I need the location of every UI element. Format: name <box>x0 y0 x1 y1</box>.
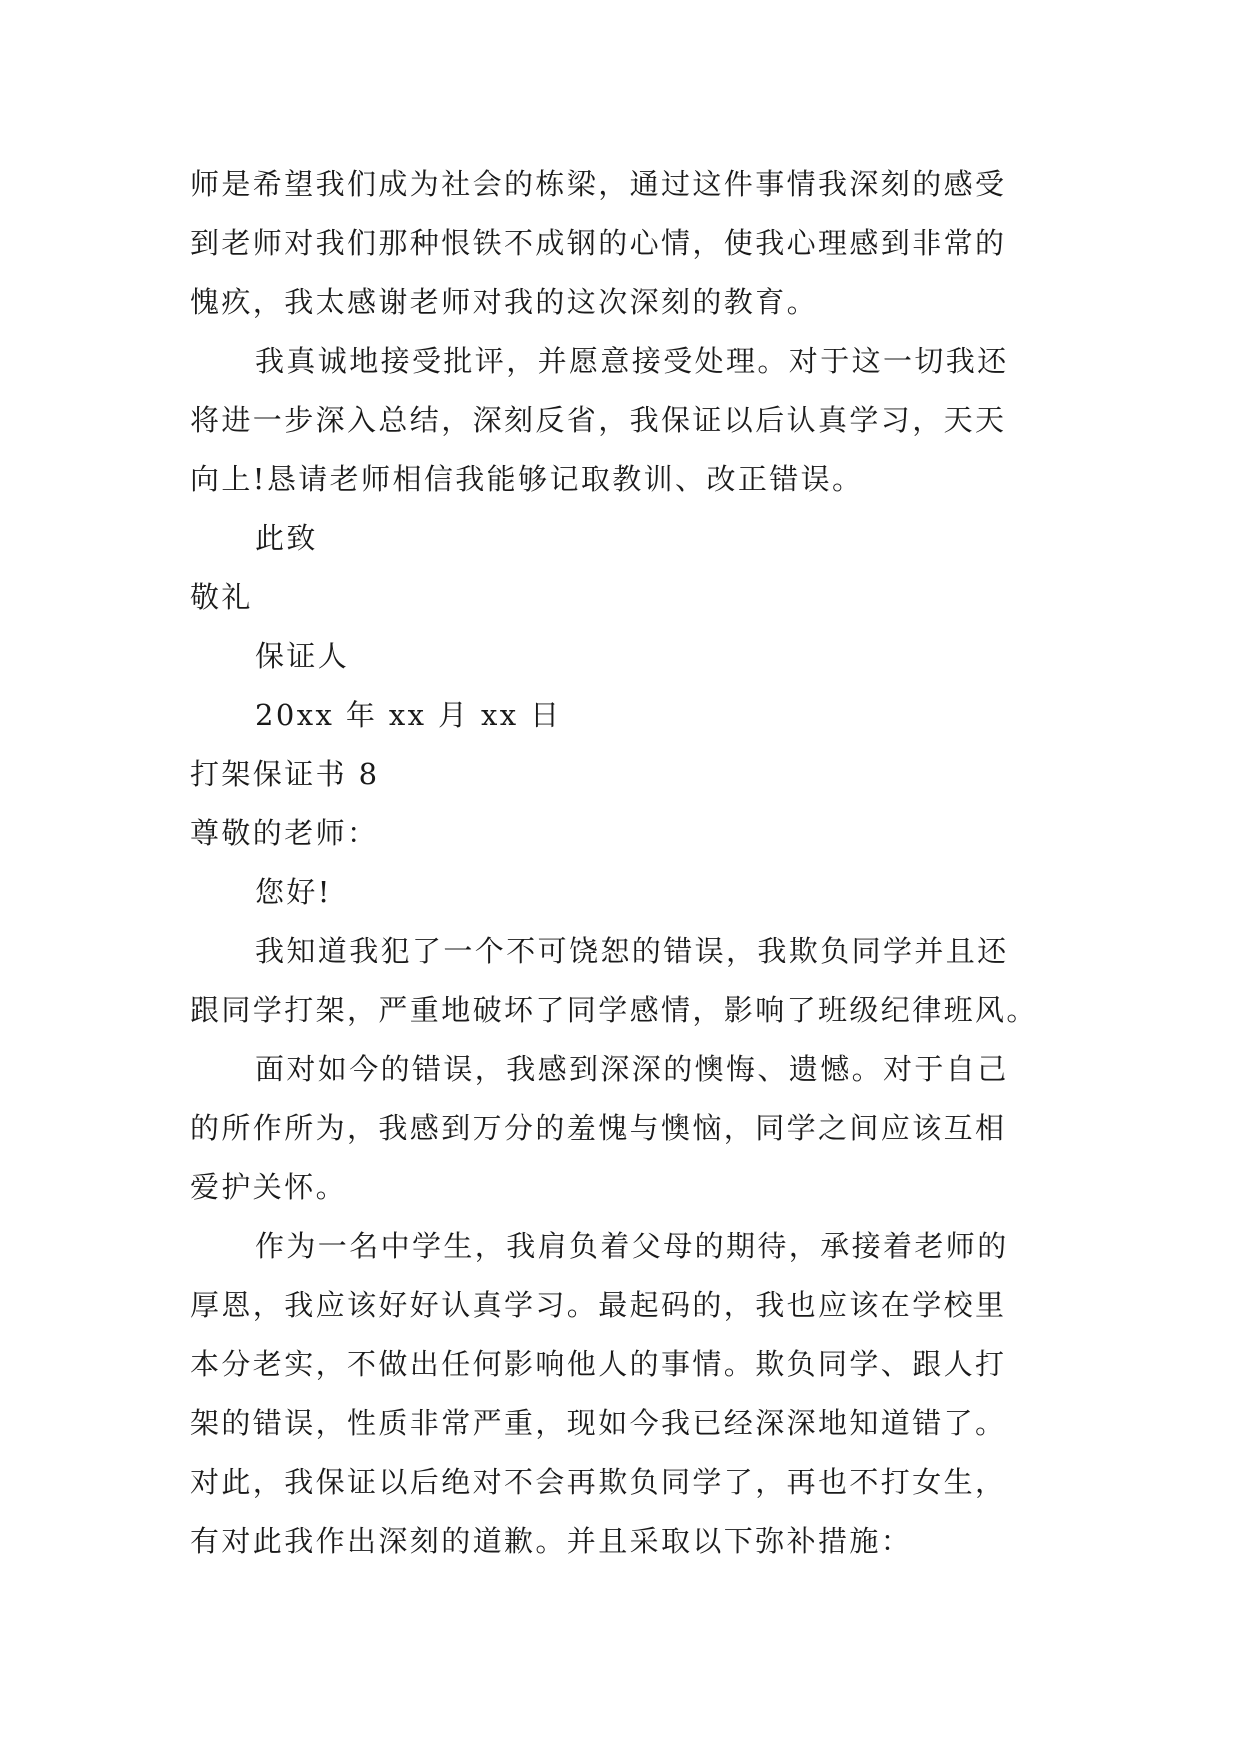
paragraph-line: 师是希望我们成为社会的栋梁，通过这件事情我深刻的感受 <box>190 167 1007 201</box>
paragraph-line: 向上!恳请老师相信我能够记取教训、改正错误。 <box>190 462 864 496</box>
paragraph-line: 爱护关怀。 <box>190 1170 348 1204</box>
paragraph-line: 厚恩，我应该好好认真学习。最起码的，我也应该在学校里 <box>190 1288 1007 1322</box>
paragraph-line: 作为一名中学生，我肩负着父母的期待，承接着老师的 <box>255 1229 1009 1263</box>
paragraph-line: 跟同学打架，严重地破坏了同学感情，影响了班级纪律班风。 <box>190 993 1038 1027</box>
paragraph-line: 愧疚，我太感谢老师对我的这次深刻的教育。 <box>190 285 819 319</box>
paragraph-line: 将进一步深入总结，深刻反省，我保证以后认真学习，天天 <box>190 403 1007 437</box>
paragraph-line: 对此，我保证以后绝对不会再欺负同学了，再也不打女生， <box>190 1465 1007 1499</box>
date-line: 20xx 年 xx 月 xx 日 <box>255 698 562 732</box>
paragraph-line: 面对如今的错误，我感到深深的懊悔、遗憾。对于自己 <box>255 1052 1009 1086</box>
section-title: 打架保证书 8 <box>190 757 380 791</box>
closing-salutation: 此致 <box>255 521 318 555</box>
paragraph-line: 我知道我犯了一个不可饶恕的错误，我欺负同学并且还 <box>255 934 1009 968</box>
signer-label: 保证人 <box>255 639 350 673</box>
greeting-hello: 您好! <box>255 875 332 909</box>
greeting: 尊敬的老师： <box>190 816 379 850</box>
paragraph-line: 我真诚地接受批评，并愿意接受处理。对于这一切我还 <box>255 344 1009 378</box>
paragraph-line: 本分老实，不做出任何影响他人的事情。欺负同学、跟人打 <box>190 1347 1007 1381</box>
paragraph-line: 到老师对我们那种恨铁不成钢的心情，使我心理感到非常的 <box>190 226 1007 260</box>
closing-regards: 敬礼 <box>190 580 253 614</box>
paragraph-line: 的所作所为，我感到万分的羞愧与懊恼，同学之间应该互相 <box>190 1111 1007 1145</box>
paragraph-line: 架的错误，性质非常严重，现如今我已经深深地知道错了。 <box>190 1406 1007 1440</box>
paragraph-line: 有对此我作出深刻的道歉。并且采取以下弥补措施： <box>190 1524 913 1558</box>
